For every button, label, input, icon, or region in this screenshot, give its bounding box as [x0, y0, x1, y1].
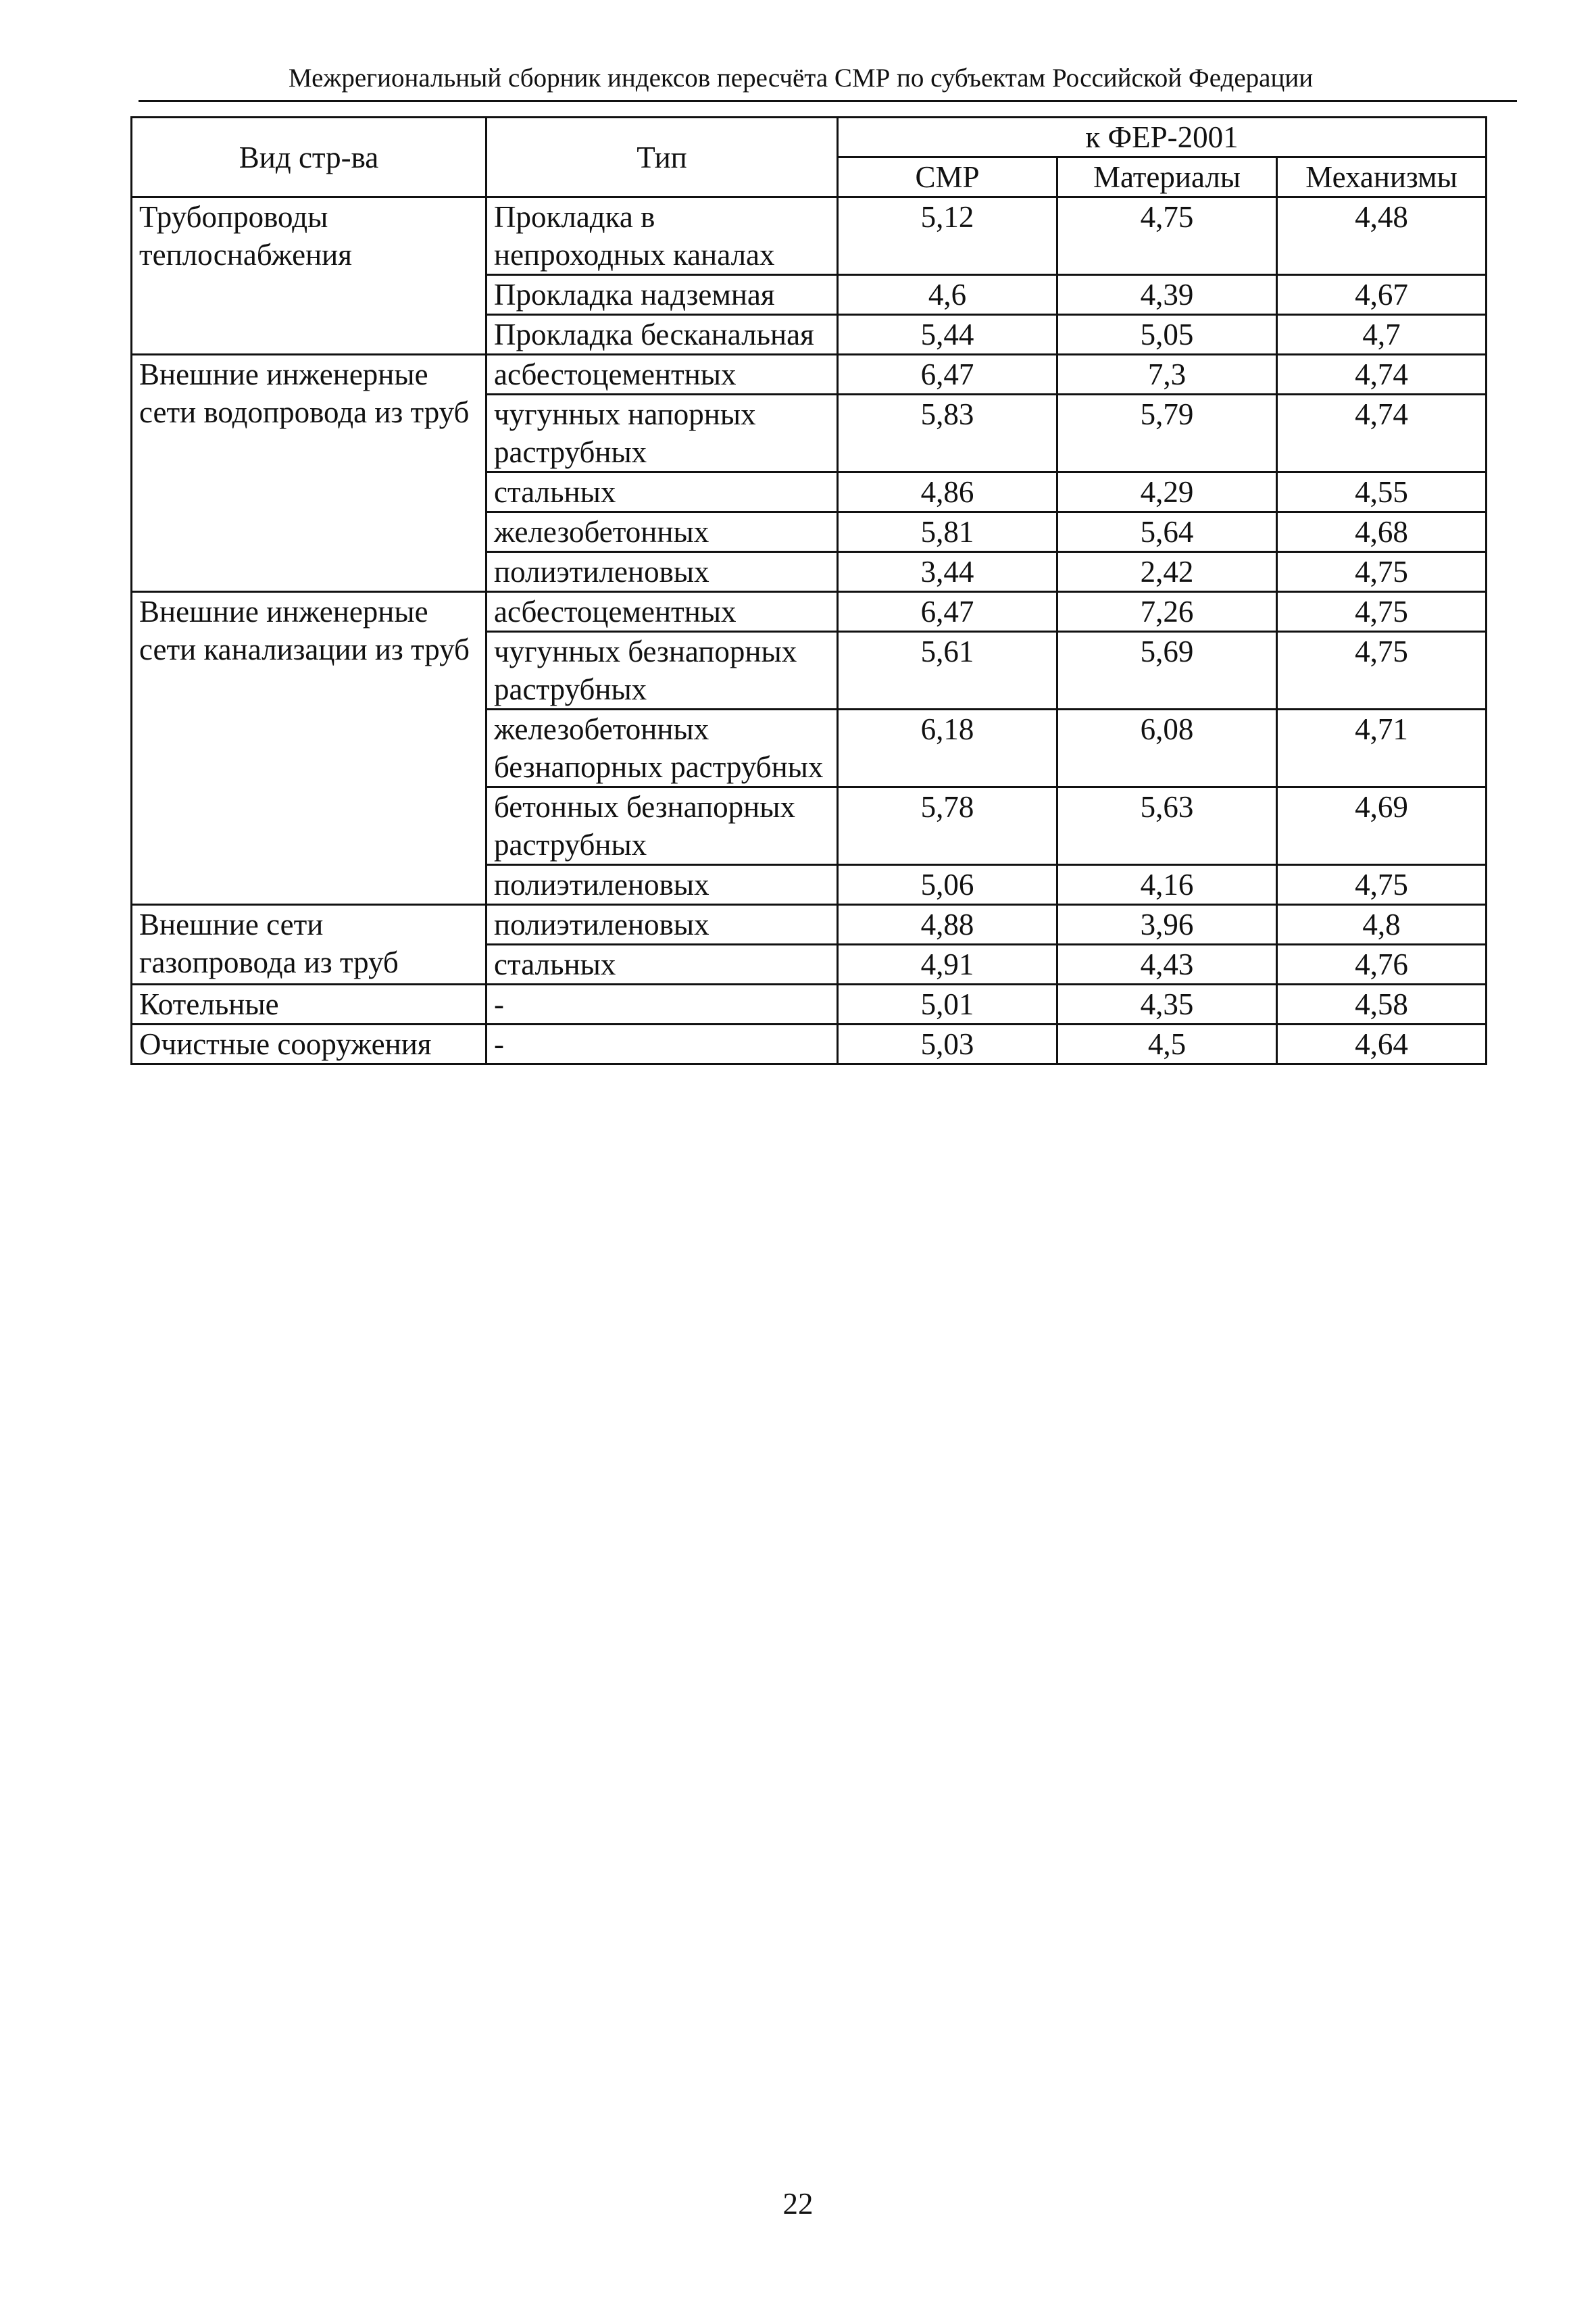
construction-kind-cell: Трубопроводы теплоснабжения	[132, 197, 487, 355]
materials-cell: 5,79	[1057, 395, 1277, 472]
smr-cell: 5,12	[838, 197, 1057, 275]
materials-cell: 5,64	[1057, 512, 1277, 552]
col-header-kind: Вид стр-ва	[132, 118, 487, 197]
smr-cell: 5,81	[838, 512, 1057, 552]
table-row	[132, 985, 1487, 1025]
machines-cell: 4,8	[1277, 905, 1487, 945]
type-cell: стальных	[487, 945, 838, 985]
table-row	[132, 355, 1487, 395]
construction-kind-cell: Очистные сооружения	[132, 1025, 487, 1064]
col-header-type: Тип	[487, 118, 838, 197]
type-cell: асбестоцементных	[487, 592, 838, 632]
machines-cell: 4,48	[1277, 197, 1487, 275]
machines-cell: 4,75	[1277, 632, 1487, 710]
type-cell: асбестоцементных	[487, 355, 838, 395]
table-row	[132, 1025, 1487, 1064]
table-row	[132, 592, 1487, 632]
materials-cell: 4,75	[1057, 197, 1277, 275]
materials-cell: 2,42	[1057, 552, 1277, 592]
type-cell: Прокладка в непроходных каналах	[487, 197, 838, 275]
materials-cell: 4,39	[1057, 275, 1277, 315]
construction-kind-cell: Внешние инженерные сети канализации из труб	[132, 592, 487, 905]
materials-cell: 4,29	[1057, 472, 1277, 512]
smr-cell: 5,78	[838, 787, 1057, 865]
table-body	[132, 197, 1487, 1064]
machines-cell: 4,75	[1277, 865, 1487, 905]
type-cell: -	[487, 1025, 838, 1064]
table-row	[132, 197, 1487, 275]
page-header: Межрегиональный сборник индексов пересчёта СМР по субъектам Российской Федерации	[288, 64, 1314, 93]
construction-kind-cell: Внешние инженерные сети водопровода из труб	[132, 355, 487, 592]
table-row	[132, 905, 1487, 945]
page-number: 22	[782, 2187, 814, 2221]
type-cell: стальных	[487, 472, 838, 512]
type-cell: чугунных безнапорных раструбных	[487, 632, 838, 710]
materials-cell: 7,3	[1057, 355, 1277, 395]
machines-cell: 4,67	[1277, 275, 1487, 315]
type-cell: Прокладка бесканальная	[487, 315, 838, 355]
construction-kind-cell: Внешние сети газопровода из труб	[132, 905, 487, 985]
smr-cell: 4,91	[838, 945, 1057, 985]
type-cell: полиэтиленовых	[487, 865, 838, 905]
type-cell: железобетонных	[487, 512, 838, 552]
materials-cell: 5,69	[1057, 632, 1277, 710]
col-header-machines: Механизмы	[1277, 157, 1487, 197]
table-head	[132, 118, 1487, 197]
smr-cell: 5,61	[838, 632, 1057, 710]
col-header-smr: СМР	[838, 157, 1057, 197]
machines-cell: 4,76	[1277, 945, 1487, 985]
smr-cell: 4,86	[838, 472, 1057, 512]
header-rule	[139, 100, 1517, 102]
type-cell: -	[487, 985, 838, 1025]
smr-cell: 6,18	[838, 710, 1057, 787]
materials-cell: 4,35	[1057, 985, 1277, 1025]
type-cell: Прокладка надземная	[487, 275, 838, 315]
smr-cell: 4,88	[838, 905, 1057, 945]
machines-cell: 4,58	[1277, 985, 1487, 1025]
materials-cell: 5,05	[1057, 315, 1277, 355]
machines-cell: 4,64	[1277, 1025, 1487, 1064]
materials-cell: 5,63	[1057, 787, 1277, 865]
type-cell: железобетонных безнапорных раструбных	[487, 710, 838, 787]
type-cell: полиэтиленовых	[487, 552, 838, 592]
machines-cell: 4,55	[1277, 472, 1487, 512]
type-cell: чугунных напорных раструбных	[487, 395, 838, 472]
type-cell: бетонных безнапорных раструбных	[487, 787, 838, 865]
smr-cell: 5,44	[838, 315, 1057, 355]
smr-cell: 3,44	[838, 552, 1057, 592]
materials-cell: 4,5	[1057, 1025, 1277, 1064]
materials-cell: 6,08	[1057, 710, 1277, 787]
index-table	[130, 116, 1487, 1065]
smr-cell: 5,83	[838, 395, 1057, 472]
col-header-group: к ФЕР-2001	[838, 118, 1487, 157]
col-header-materials: Материалы	[1057, 157, 1277, 197]
smr-cell: 5,06	[838, 865, 1057, 905]
machines-cell: 4,74	[1277, 395, 1487, 472]
machines-cell: 4,71	[1277, 710, 1487, 787]
machines-cell: 4,75	[1277, 552, 1487, 592]
machines-cell: 4,75	[1277, 592, 1487, 632]
machines-cell: 4,68	[1277, 512, 1487, 552]
construction-kind-cell: Котельные	[132, 985, 487, 1025]
type-cell: полиэтиленовых	[487, 905, 838, 945]
machines-cell: 4,7	[1277, 315, 1487, 355]
materials-cell: 3,96	[1057, 905, 1277, 945]
smr-cell: 4,6	[838, 275, 1057, 315]
smr-cell: 5,01	[838, 985, 1057, 1025]
smr-cell: 5,03	[838, 1025, 1057, 1064]
machines-cell: 4,69	[1277, 787, 1487, 865]
machines-cell: 4,74	[1277, 355, 1487, 395]
materials-cell: 7,26	[1057, 592, 1277, 632]
materials-cell: 4,43	[1057, 945, 1277, 985]
smr-cell: 6,47	[838, 355, 1057, 395]
smr-cell: 6,47	[838, 592, 1057, 632]
materials-cell: 4,16	[1057, 865, 1277, 905]
